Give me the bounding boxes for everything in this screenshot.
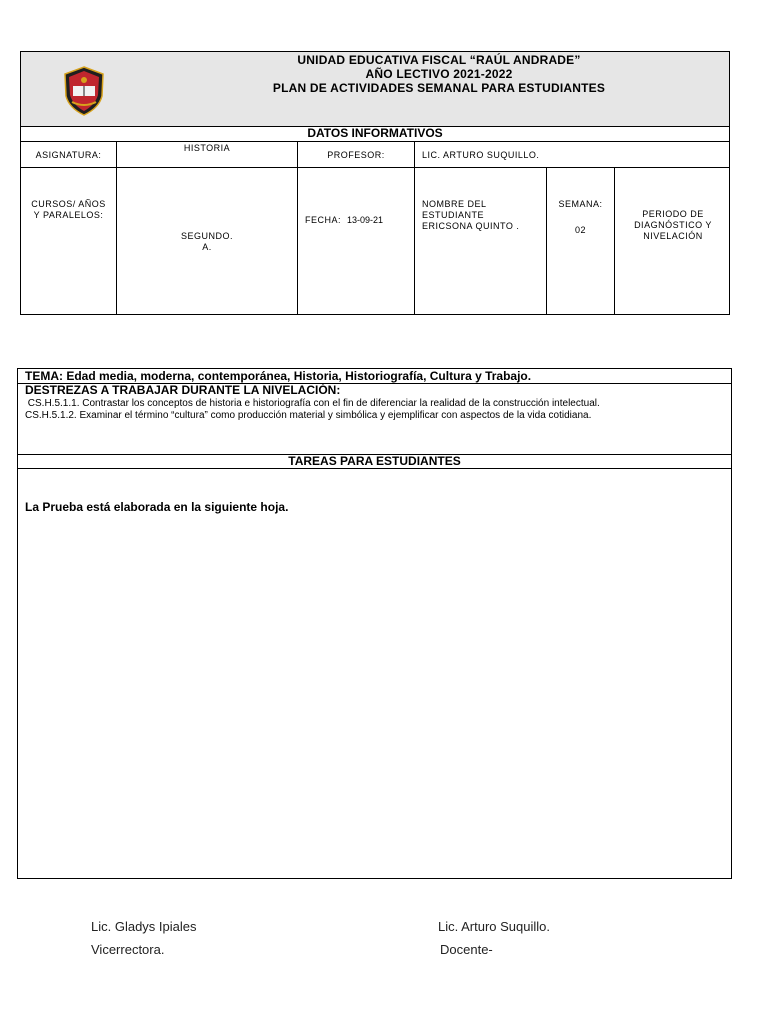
profesor-value: LIC. ARTURO SUQUILLO. [422, 150, 540, 160]
signature-left-role: Vicerrectora. [91, 942, 165, 957]
curso-value-line: A. [202, 242, 212, 252]
destreza-item: CS.H.5.1.1. Contrastar los conceptos de historia e historiografía con el fin de diferenciar la realidad de la construcción intelectual. [25, 398, 600, 409]
signature-right-name: Lic. Arturo Suquillo. [438, 919, 551, 934]
school-header [20, 51, 730, 127]
grid-row-divider [21, 167, 729, 168]
periodo-line: PERIODO DE [642, 209, 704, 219]
cursos-label [21, 199, 116, 221]
nombre-label-line: ESTUDIANTE [422, 210, 485, 220]
school-crest-icon [62, 66, 106, 116]
grid-col-divider [546, 168, 547, 314]
fecha-label: FECHA: [305, 215, 342, 225]
destreza-item: CS.H.5.1.2. Examinar el término “cultura” como producción material y simbólica y ejemplificar con aspectos de la vida cotidiana. [25, 410, 592, 421]
fecha-field [305, 215, 383, 226]
asignatura-value: HISTORIA [183, 143, 231, 153]
school-year: AÑO LECTIVO 2021-2022 [365, 67, 513, 81]
school-name: UNIDAD EDUCATIVA FISCAL “RAÚL ANDRADE” [297, 53, 581, 67]
profesor-label: PROFESOR: [327, 150, 385, 160]
tareas-title: TAREAS PARA ESTUDIANTES [288, 454, 461, 468]
asignatura-label: ASIGNATURA: [35, 150, 102, 160]
cursos-label-line: CURSOS/ AÑOS [31, 199, 106, 209]
destrezas-title: DESTREZAS A TRABAJAR DURANTE LA NIVELACIÓN: [25, 383, 341, 397]
section-divider [18, 468, 731, 469]
fecha-value: 13-09-21 [347, 215, 384, 225]
nombre-value: ERICSONA QUINTO . [422, 221, 520, 231]
periodo-line: NIVELACIÓN [643, 231, 703, 241]
semana-label: SEMANA: [558, 199, 603, 209]
grid-col-divider [116, 142, 117, 314]
plan-section [17, 368, 732, 879]
grid-col-divider [414, 142, 415, 314]
grid-col-divider [297, 142, 298, 314]
cursos-label-line: Y PARALELOS: [33, 210, 104, 220]
document-title: PLAN DE ACTIVIDADES SEMANAL PARA ESTUDIANTES [272, 81, 606, 95]
periodo [615, 209, 731, 242]
signature-left-name: Lic. Gladys Ipiales [91, 919, 197, 934]
periodo-line: DIAGNÓSTICO Y [634, 220, 712, 230]
semana-value: 02 [574, 225, 586, 235]
nombre-label-line: NOMBRE DEL [422, 199, 487, 209]
signature-right-role: Docente- [440, 942, 493, 957]
info-grid [20, 141, 730, 315]
tema: TEMA: Edad media, moderna, contemporánea, Historia, Historiografía, Cultura y Trabajo. [25, 369, 532, 383]
nombre-estudiante [422, 199, 519, 232]
curso-value-line: SEGUNDO. [180, 231, 233, 241]
datos-informativos-title: DATOS INFORMATIVOS [20, 126, 730, 142]
curso-value [117, 231, 297, 253]
tareas-text: La Prueba está elaborada en la siguiente hoja. [25, 500, 289, 514]
